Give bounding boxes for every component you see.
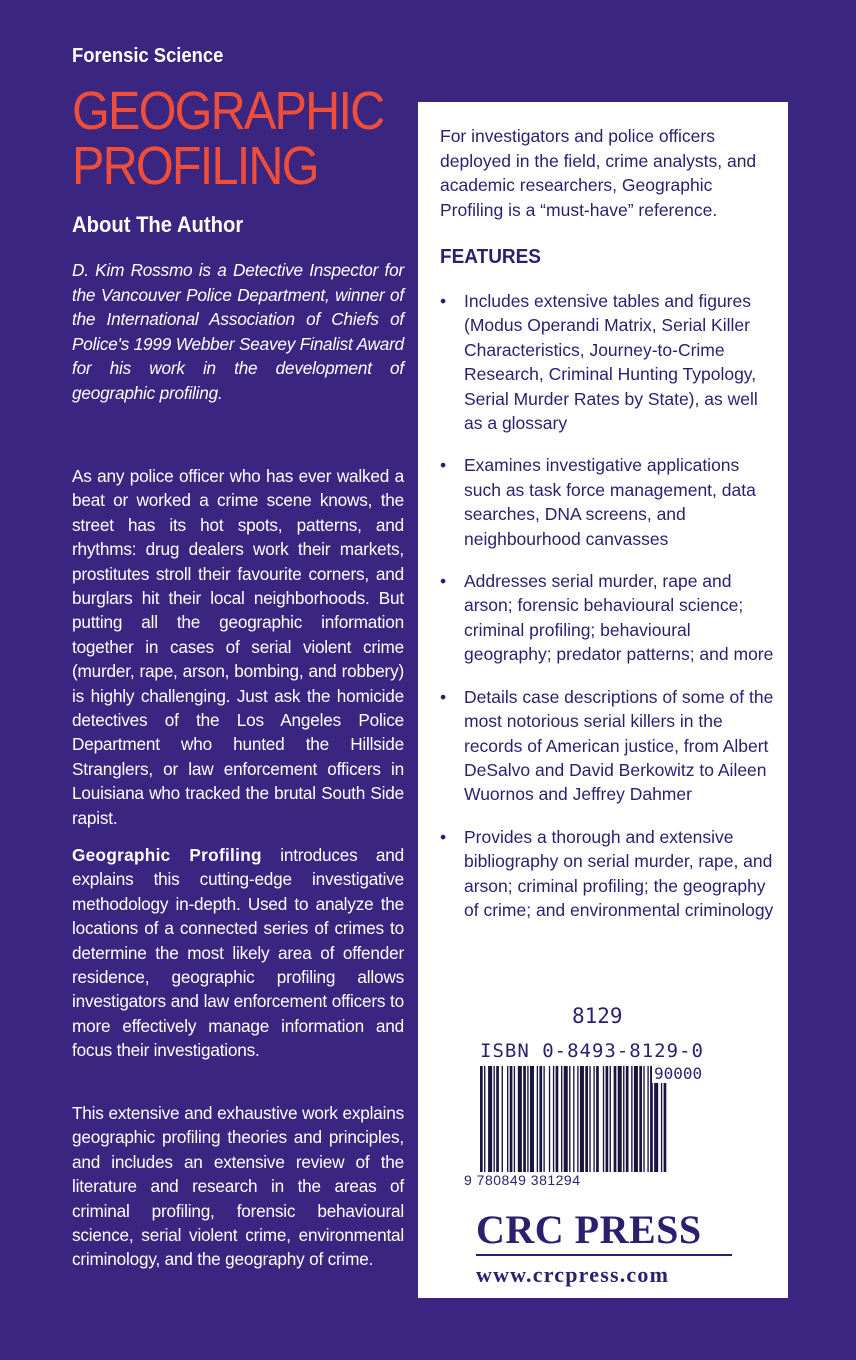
series-label: Forensic Science bbox=[72, 45, 224, 67]
isbn-text: ISBN 0-8493-8129-0 bbox=[480, 1040, 704, 1062]
features-list bbox=[440, 289, 775, 940]
feature-text: Details case descriptions of some of the most notorious serial killers in the records of American justice, from Albert DeSalvo and David Berkowitz to Aileen Wuornos and Jeffrey Dahmer bbox=[464, 686, 774, 805]
book-title-inline: Geographic Profiling bbox=[72, 845, 262, 865]
feature-text: Addresses serial murder, rape and arson; forensic behavioural science; criminal profiling; behavioural geography; predator patterns; and more bbox=[464, 571, 774, 665]
features-panel bbox=[418, 102, 788, 1298]
bullet-icon: • bbox=[440, 686, 447, 707]
author-bio: D. Kim Rossmo is a Detective Inspector for the Vancouver Police Department, winner of the International Association of Chiefs of Police's 1999 Webber Seavey Finalist Award for his work in the development of geographic profiling. bbox=[72, 260, 404, 403]
ean-number: 9 780849 381294 bbox=[464, 1172, 581, 1188]
about-author-heading: About The Author bbox=[72, 212, 244, 237]
feature-item bbox=[440, 685, 775, 807]
publisher-divider bbox=[476, 1254, 732, 1256]
panel-intro-text: For investigators and police officers deployed in the field, crime analysts, and academic researchers, Geographic Profiling is a “must-have” reference. bbox=[440, 126, 757, 220]
feature-item bbox=[440, 825, 775, 923]
feature-text: Examines investigative applications such as task force management, data searches, DNA screens, and neighbourhood canvasses bbox=[464, 455, 756, 549]
book-title-line-2: PROFILING bbox=[72, 136, 318, 196]
book-title-line-1: GEOGRAPHIC bbox=[72, 81, 384, 141]
price-code: 90000 bbox=[654, 1064, 703, 1083]
publisher-website: www.crcpress.com bbox=[476, 1262, 670, 1287]
book-title bbox=[72, 81, 384, 196]
bullet-icon: • bbox=[440, 291, 447, 311]
features-heading: FEATURES bbox=[440, 246, 541, 268]
description-text: introduces and explains this cutting-edge investigative methodology in-depth. Used to analyze the locations of a connected series of crimes to determine the most likely area of offender residence, geographic profiling allows investigators and law enforcement officers to more effectively manage information and focus their investigations. bbox=[72, 845, 404, 1061]
feature-item bbox=[440, 569, 775, 667]
intro-paragraph: As any police officer who has ever walked a beat or worked a crime scene knows, the street has its hot spots, patterns, and rhythms: drug dealers work their markets, prostitutes stroll their favourite corners, and burglars hit their local neighborhoods. But putting all the geographic information together in cases of serial violent crime (murder, rape, arson, bombing, and robbery) is highly challenging. Just ask the homicide detectives of the Los Angeles Police Department who hunted the Hillside Stranglers, or law enforcement officers in Louisiana who tracked the brutal South Side rapist. bbox=[72, 466, 404, 828]
catalog-number: 8129 bbox=[572, 1004, 623, 1028]
bullet-icon: • bbox=[440, 455, 447, 476]
scope-paragraph: This extensive and exhaustive work explains geographic profiling theories and principles, and includes an extensive review of the literature and research in the areas of criminal profiling, forensic behavioural science, serial violent crime, environmental criminology, and the geography of crime. bbox=[72, 1103, 404, 1270]
description-paragraph bbox=[72, 843, 404, 1063]
feature-item bbox=[440, 289, 775, 435]
publisher-logo: CRC PRESS bbox=[476, 1207, 702, 1252]
bullet-icon: • bbox=[440, 826, 447, 847]
bullet-icon: • bbox=[440, 571, 447, 592]
feature-text: Provides a thorough and extensive bibliography on serial murder, rape, and arson; criminal profiling; the geography of crime; and environmental criminology bbox=[464, 826, 774, 920]
feature-text: Includes extensive tables and figures (Modus Operandi Matrix, Serial Killer Characteristics, Journey-to-Crime Research, Criminal Hunting Typology, Serial Murder Rates by State), as well as a glossary bbox=[464, 291, 758, 434]
feature-item bbox=[440, 453, 775, 551]
